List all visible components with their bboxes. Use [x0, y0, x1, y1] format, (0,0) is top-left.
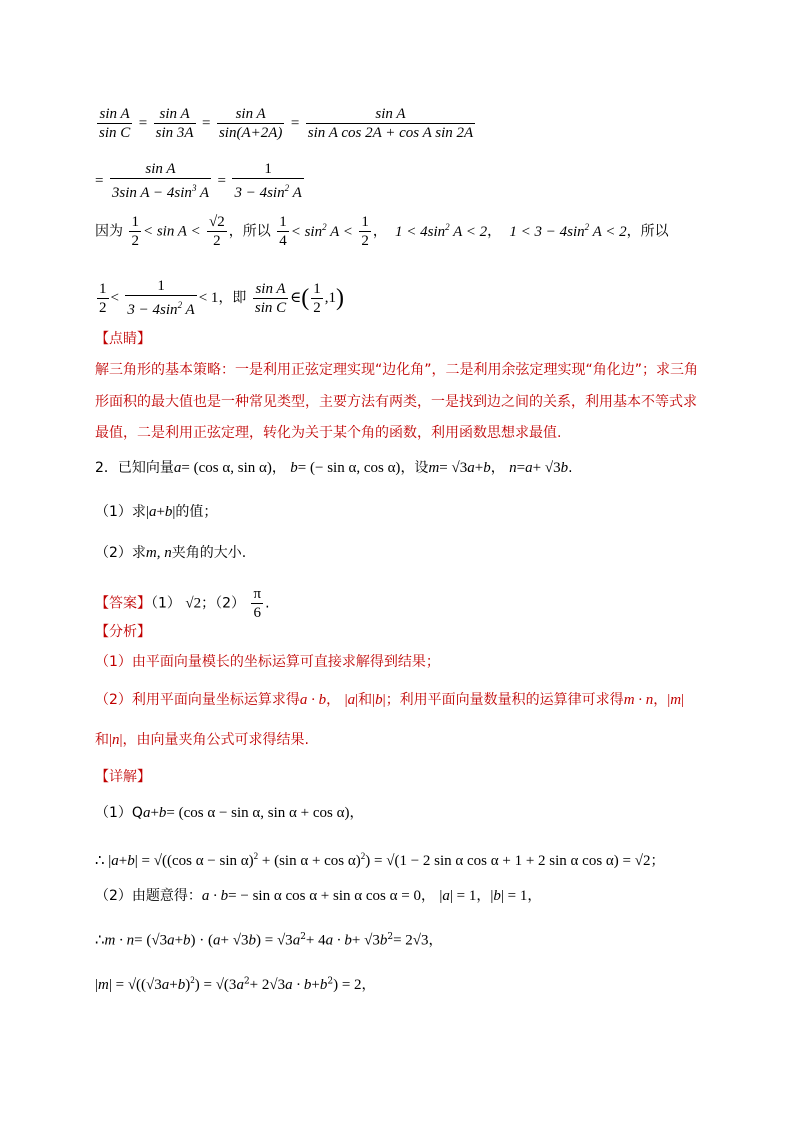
section-tag-xiangjie: 【详解】 — [95, 769, 151, 785]
detail-line-5: $|m| = √((√3a+b)^2) = √(3a^2+ 2√3a \cdot b+b^2) = 2$， — [95, 975, 376, 993]
fraction: $\frac{\text{sin A}}{3\sin A - 4\sin^3 A}$ — [111, 161, 210, 201]
equation-line-4: $\frac{1}{2}$ < $\frac{1}{3 - 4\sin^2 A}$ < 1，即 $\frac{\text{sin A}}{\text{sin C}}$ ∈( $\frac{1}{2}$ ,1) — [99, 278, 345, 318]
detail-line-2: ∴ |a+b| = √((cos α − sin α)$^2$ + (sin α + cos α)$^2$) = √(1 − 2 sin α cos α + 1 + 2 sin α cos α) = √2； — [95, 851, 665, 869]
fraction: $\frac{\text{sin A}}{\text{sin C}}$ — [99, 106, 131, 141]
question-1: （1）求|a+b|的值； — [95, 504, 218, 520]
analysis-line-3: 和|n|，由向量夹角公式可求得结果. — [95, 732, 309, 748]
fraction: $\frac{\text{sin A}}{\sin(A+2A)}$ — [218, 106, 283, 141]
equation-line-1: $\frac{\text{sin A}}{\text{sin C}}$ = $\frac{\text{sin A}}{\sin 3A}$ = $\frac{\text{sin A}}{\sin(A+2A)}$ = $\frac{\text{sin A}}{\text{sin A cos 2A + cos A sin 2A}}$ — [99, 106, 474, 141]
detail-line-3: （2）由题意得：a · b= − sin α cos α + sin α cos α = 0， |a| = 1，|b| = 1， — [95, 888, 542, 904]
problem-2-stem: 2．已知向量a= (cos α, sin α)， b= (− sin α, cos α)，设m= √3a+b， n=a+ √3b. — [95, 460, 573, 476]
equation-line-3: 因为 $\frac{1}{2}$ < sin A < $\frac{√2}{2}$ ，所以 $\frac{1}{4}$ < $\sin^2 A$ < $\frac{1}{2}$ ， $1 < 4\sin^2$ A < 2， $1 < 3 - 4\sin^2$ A < 2，所以 — [95, 214, 669, 249]
fraction: $\frac{\text{sin A}}{\text{sin A cos 2A + cos A sin 2A}}$ — [307, 106, 474, 141]
analysis-line-1: （1）由平面向量模长的坐标运算可直接求解得到结果； — [95, 654, 440, 670]
section-tag-fenxi: 【分析】 — [95, 624, 151, 640]
analysis-line-2: （2）利用平面向量坐标运算求得a · b， |a|和|b|；利用平面向量数量积的运算律可求得m · n，|m| — [95, 692, 685, 708]
section-tag-dianjing: 【点睛】 — [95, 331, 151, 347]
question-2: （2）求m, n夹角的大小. — [95, 545, 247, 561]
dianjing-line-3: 最值，二是利用正弦定理，转化为关于某个角的函数，利用函数思想求最值. — [95, 425, 562, 441]
fraction: $\frac{\text{sin A}}{\sin 3A}$ — [155, 106, 194, 141]
dianjing-line-1: 解三角形的基本策略：一是利用正弦定理实现“边化角”，二是利用余弦定理实现“角化边”；求三角 — [95, 362, 699, 378]
answer-line: 【答案】（1） √2；（2） $\frac{\pi}{6}$ . — [95, 586, 270, 621]
detail-line-4: ∴m · $n= (√3a+b) \cdot (a+ √3b) = √3a^2+ 4a \cdot b+ √3b^2= 2√3$， — [95, 932, 443, 949]
equation-line-2: = $\frac{\text{sin A}}{3\sin A - 4\sin^3 A}$ = $\frac{1}{3 - 4\sin^2 A}$ — [95, 161, 302, 201]
detail-line-1: （1）Qa+b= (cos α − sin α, sin α + cos α)， — [95, 805, 364, 821]
dianjing-line-2: 形面积的最大值也是一种常见类型，主要方法有两类，一是找到边之间的关系，利用基本不等式求 — [95, 394, 697, 410]
fraction: $\frac{1}{3 - 4\sin^2 A}$ — [234, 161, 302, 201]
